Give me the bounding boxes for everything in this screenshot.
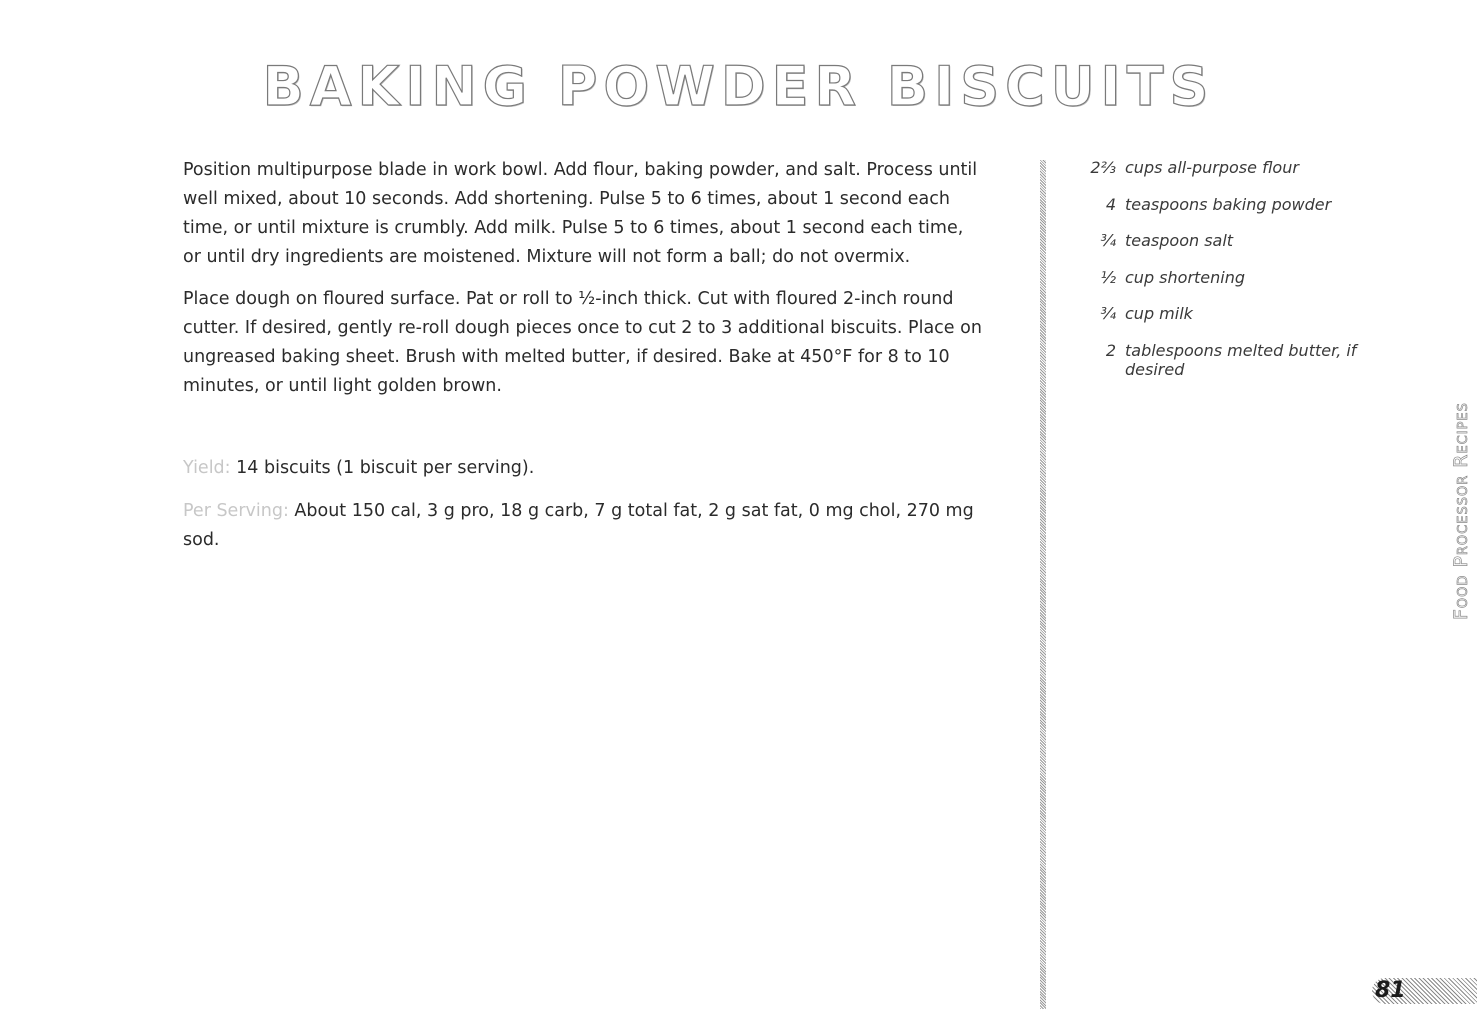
ingredient-text: cup milk [1125, 304, 1193, 323]
per-serving-label: Per Serving: [183, 501, 289, 521]
ingredient-item [1080, 268, 1380, 287]
ingredient-text: cups all-purpose flour [1125, 158, 1299, 177]
ingredient-quantity: 2 [1105, 340, 1116, 360]
directions-paragraph-1: Position multipurpose blade in work bowl. Add flour, baking powder, and salt. Process until well mixed, about 10 seconds. Add shortening. Pulse 5 to 6 times, about 1 second each time, or until mixture is crumbly. Add milk. Pulse 5 to 6 times, about 1 second each time, or until dry ingredients are moistened. Mixture will not form a ball; do not overmix. [183, 160, 978, 267]
yield-text: 14 biscuits (1 biscuit per serving). [236, 458, 535, 478]
ingredient-item [1080, 304, 1380, 323]
ingredient-quantity: ½ [1100, 267, 1116, 287]
ingredient-item [1080, 195, 1380, 214]
ingredient-item [1080, 158, 1380, 177]
yield-line [183, 454, 983, 483]
ingredient-text: teaspoons baking powder [1125, 194, 1332, 214]
ingredient-quantity: ¾ [1100, 304, 1116, 323]
ingredient-text: cup shortening [1125, 267, 1246, 287]
ingredient-list [1080, 158, 1380, 396]
directions-paragraph-2: Place dough on floured surface. Pat or roll to ½-inch thick. Cut with floured 2-inch round cutter. If desired, gently re-roll dough pieces once to cut 2 to 3 additional biscuits. Place on ungreased baking sheet. Brush with melted butter, if desired. Bake at 450°F for 8 to 10 minutes, or until light golden brown. [183, 289, 982, 396]
yield-label: Yield: [183, 458, 231, 478]
per-serving-text: About 150 cal, 3 g pro, 18 g carb, 7 g total fat, 2 g sat fat, 0 mg chol, 270 mg sod. [183, 501, 974, 550]
ingredient-item [1080, 231, 1380, 250]
ingredient-item [1080, 341, 1380, 379]
ingredient-text: teaspoon salt [1125, 231, 1234, 250]
ingredient-quantity: 2⅔ [1090, 158, 1116, 177]
ingredient-text: tablespoons melted butter, if desired [1125, 340, 1357, 379]
section-side-label: Food Processor Recipes [1450, 402, 1472, 620]
nutrition-line [183, 497, 983, 555]
ingredient-quantity: 4 [1105, 194, 1116, 214]
column-divider [1040, 160, 1046, 1009]
page-number: 81 [1375, 978, 1406, 1003]
recipe-title: BAKING POWDER BISCUITS [262, 55, 1215, 118]
ingredient-quantity: ¾ [1100, 231, 1116, 250]
